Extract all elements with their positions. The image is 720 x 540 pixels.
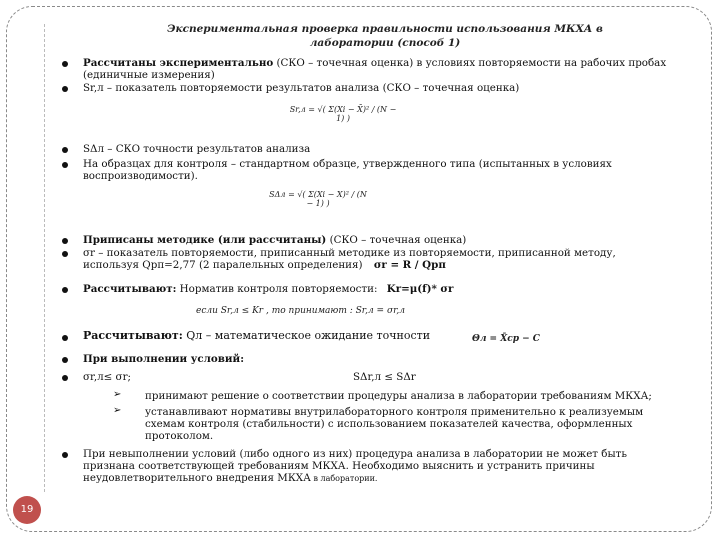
inequality-sdelta: SΔr,л ≤ SΔr	[353, 371, 416, 383]
inequality-sigma: σr,л≤ σr;	[83, 371, 131, 383]
item-experimental	[83, 57, 673, 81]
item-text: При невыполнении условий (либо одного из них) процедура анализа в лаборатории не может быть признана соответствующей требованиям МКХА. Необходимо выяснить и устранить причины неудовлетворительного внедрения МКХА	[83, 448, 627, 484]
item-samples: На образцах для контроля – стандартном образце, утвержденного типа (испытанных в условиях воспроизводимости).	[83, 158, 612, 182]
arrow-bullet-icon: ➢	[113, 389, 122, 400]
sub-item-norms: устанавливают нормативы внутрилабораторного контроля применительно к реализуемым схемам контроля (стабильности) с использованием показателей качества, оформленных протоколом.	[145, 406, 644, 442]
item-text: Qл – математическое ожидание точности	[182, 329, 431, 342]
formula-theta: Θл = X̄ср − C	[472, 334, 540, 344]
item-norm	[83, 283, 673, 295]
left-divider	[44, 24, 46, 492]
formula-condition: если Sr,л ≤ Kr , то принимают : Sr,л = σr,л	[196, 306, 406, 316]
item-sr: Sr,л – показатель повторяемости результатов анализа (СКО – точечная оценка)	[83, 82, 520, 94]
item-sigma-r	[83, 247, 673, 271]
item-text: (СКО – точечная оценка)	[326, 234, 467, 246]
title-line-2: лаборатории (способ 1)	[309, 37, 461, 49]
title-line-1: Экспериментальная проверка правильности использования МКХА в	[167, 23, 603, 35]
formula-kr: Kr=μ(f)* σr	[386, 283, 454, 295]
item-text: σr – показатель повторяемости, приписанный методике из повторяемости, приписанной методу, используя Qрп=2,77 (2 паралельных определения)	[83, 247, 616, 271]
item-bold: Рассчитывают:	[83, 283, 177, 295]
item-failure	[83, 448, 673, 485]
arrow-bullet-icon: ➢	[113, 405, 122, 416]
slide-title	[150, 22, 620, 50]
item-inequalities	[83, 371, 673, 383]
bullet-icon	[62, 147, 68, 153]
formula-sigma: σr = R / Qрп	[373, 259, 446, 271]
bullet-icon	[62, 86, 68, 92]
item-conditions: При выполнении условий:	[83, 353, 244, 365]
item-bold: Рассчитаны экспериментально	[83, 57, 274, 69]
formula-srl: Sr,л = √( Σ(Xi − X̄)² / (N − 1) )	[289, 105, 397, 123]
bullet-icon	[62, 251, 68, 257]
item-assigned	[83, 234, 673, 246]
item-text: Норматив контроля повторяемости:	[176, 283, 378, 295]
item-bold: Приписаны методике (или рассчитаны)	[83, 234, 327, 246]
page-number: 19	[13, 496, 41, 524]
bullet-icon	[62, 61, 68, 67]
item-bold: Рассчитывают:	[83, 329, 183, 342]
item-text: (СКО – точечная оценка) в условиях повторяемости на рабочих пробах (единичные измерения)	[83, 57, 667, 81]
bullet-icon	[62, 162, 68, 168]
bullet-icon	[62, 357, 68, 363]
item-ql	[83, 330, 673, 342]
formula-sdelta: SΔл = √( Σ(Xi − X)² / (N − 1) )	[269, 190, 367, 208]
bullet-icon	[62, 238, 68, 244]
bullet-icon	[62, 335, 68, 341]
bullet-icon	[62, 287, 68, 293]
item-sdelta: SΔл – СКО точности результатов анализа	[83, 143, 311, 155]
sub-item-decision: принимают решение о соответствии процедуры анализа в лаборатории требованиям МКХА;	[145, 390, 652, 402]
bullet-icon	[62, 452, 68, 458]
bullet-icon	[62, 375, 68, 381]
item-text-small: в лаборатории.	[310, 474, 378, 483]
